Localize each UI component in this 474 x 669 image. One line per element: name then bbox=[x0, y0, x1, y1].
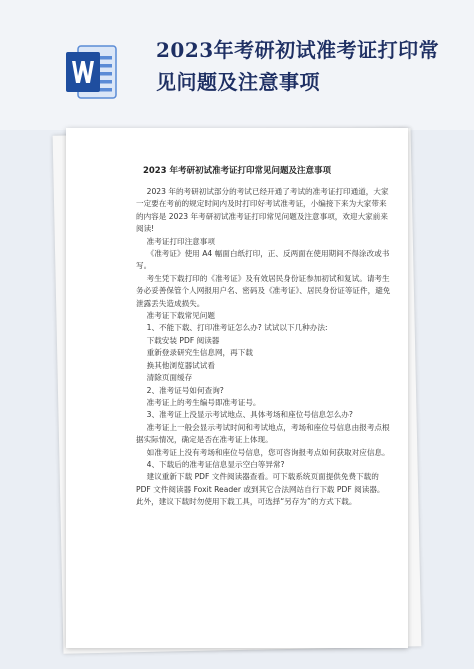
question-1: 1、不能下载、打印准考证怎么办? 试试以下几种办法: bbox=[146, 323, 328, 333]
answer-1-option-1: 下载安装 PDF 阅读器 bbox=[146, 335, 220, 345]
paragraph-intro: 2023 年的考研初试部分的考试已经开通了考试的准考证打印通道，大家一定要在考前的规定时间内及时打印好考试准考证，小编接下来为大家带来的内容是 2023 年考研初试准考证打印常见问题及注意事项，欢迎大家前来阅读! bbox=[136, 187, 389, 234]
answer-1-option-3: 换其他浏览器试试看 bbox=[146, 360, 215, 370]
answer-2: 准考证上的考生编号即准考证号。 bbox=[146, 397, 261, 407]
paragraph-id-rule: 考生凭下载打印的《准考证》及有效居民身份证参加初试和复试。请考生务必妥善保管个人网报用户名、密码及《准考证》、居民身份证等证件，避免泄露丢失造成损失。 bbox=[136, 273, 391, 308]
document-title: 2023 年考研初试准考证打印常见问题及注意事项 bbox=[142, 166, 332, 176]
answer-4: 建议重新下载 PDF 文件阅读器查看。可下载系统页面提供免费下载的 PDF 文件阅读器 Foxit Reader 或到其它合法网站自行下载 PDF 阅读器。 此外，建议下载时勿使用下载工具，可选择“另存为”的方式下载。 bbox=[136, 472, 385, 507]
question-2: 2、准考证号如何查询? bbox=[146, 385, 224, 395]
word-icon bbox=[64, 42, 120, 102]
answer-3-part-1: 准考证上一般会显示考试时间和考试地点，考场和座位号信息由报考点根据实际情况，确定是否在准考证上体现。 bbox=[136, 422, 390, 445]
page-title: 2023年考研初试准考证打印常见问题及注意事项 bbox=[156, 38, 440, 94]
document-body bbox=[136, 186, 392, 509]
answer-1-option-2: 重新登录研究生信息网，再下载 bbox=[146, 348, 253, 358]
document-page bbox=[66, 128, 408, 648]
question-3: 3、准考证上没显示考试地点、具体考场和座位号信息怎么办? bbox=[146, 410, 353, 420]
paragraph-print-rule: 《准考证》使用 A4 幅面白纸打印，正、反两面在使用期间不得涂改或书写。 bbox=[136, 249, 390, 271]
header-banner bbox=[0, 0, 474, 130]
question-4: 4、下载后的准考证信息显示空白等异常? bbox=[146, 459, 285, 469]
answer-3-part-2: 如准考证上没有考场和座位号信息，您可咨询报考点如何获取对应信息。 bbox=[146, 447, 390, 457]
section-heading-notes: 准考证打印注意事项 bbox=[146, 236, 215, 246]
answer-1-option-4: 清除页面缓存 bbox=[146, 373, 193, 383]
section-heading-faq: 准考证下载常见问题 bbox=[146, 311, 215, 321]
